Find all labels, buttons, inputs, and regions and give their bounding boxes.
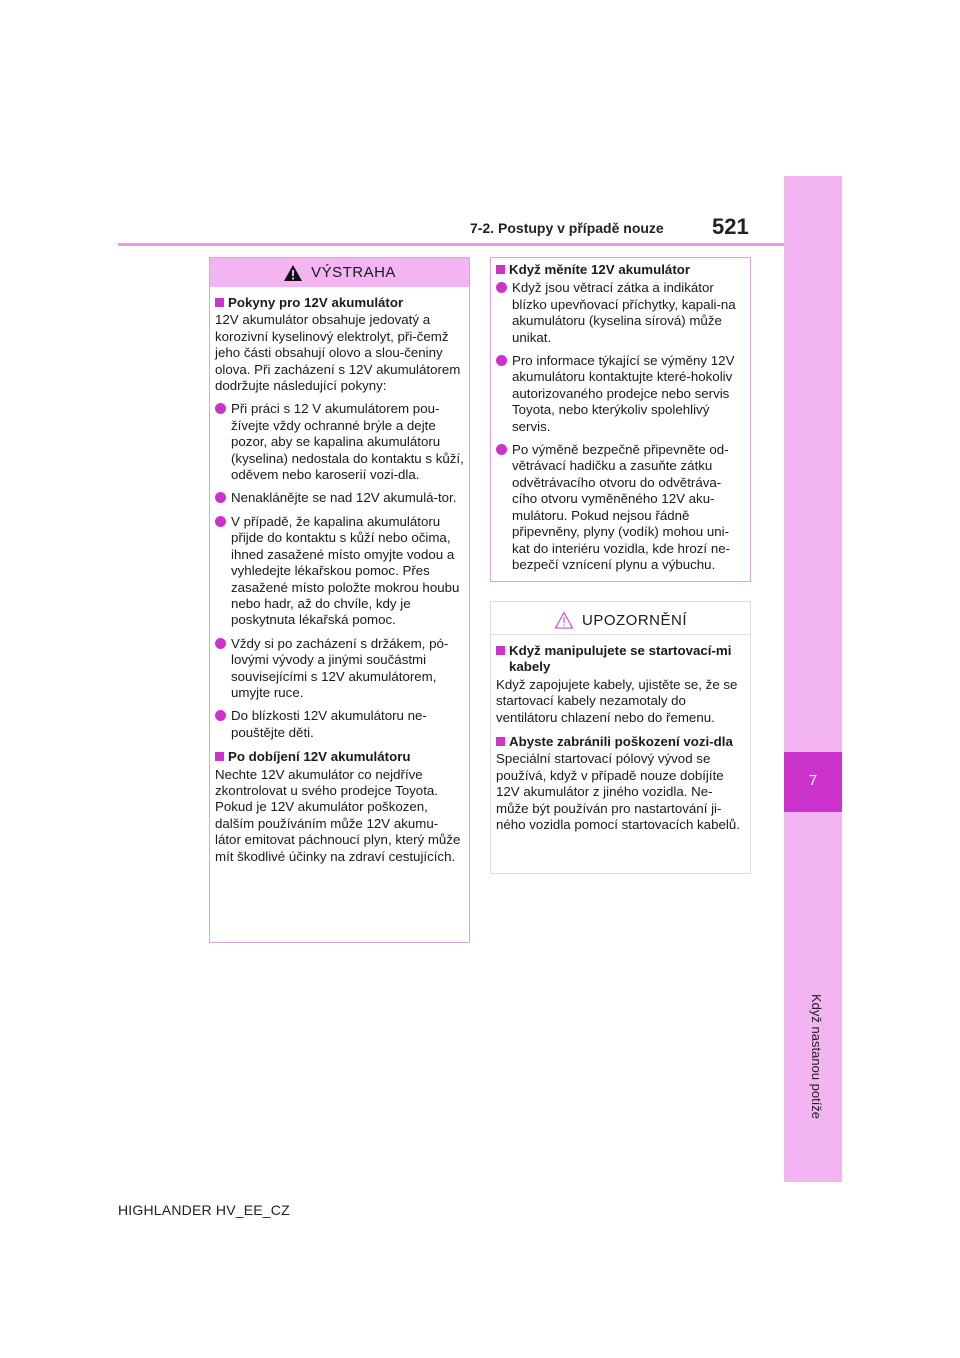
warning-title: VÝSTRAHA — [311, 264, 396, 281]
warning-box — [209, 257, 470, 943]
list-item: Vždy si po zacházení s držákem, pó-lovými vývody a jinými součástmi souvisejícími s 12V akumulátorem, umyjte ruce. — [215, 636, 464, 702]
chapter-side-tab — [784, 176, 842, 1182]
round-bullet-icon — [215, 638, 226, 649]
warning-header — [210, 258, 469, 287]
caution-triangle-icon — [554, 611, 574, 629]
square-bullet-icon — [496, 737, 505, 746]
round-bullet-icon — [215, 710, 226, 721]
round-bullet-icon — [215, 516, 226, 527]
notice-header — [491, 606, 750, 635]
paragraph: 12V akumulátor obsahuje jedovatý a korozivní kyselinový elektrolyt, při-čemž jeho části obsahují olovo a slou-čeniny olova. Při zacházení s 12V akumulátorem dodržujte následující pokyny: — [215, 312, 461, 394]
footer-model: HIGHLANDER HV_EE_CZ — [118, 1202, 290, 1218]
paragraph: Když zapojujete kabely, ujistěte se, že se startovací kabely nezamotaly do ventilátoru chlazení nebo do řemenu. — [496, 676, 738, 725]
square-bullet-icon — [215, 298, 224, 307]
paragraph: Speciální startovací pólový vývod se používá, když v případě nouze dobíjíte 12V akumulátor z jiného vozidla. Ne-může být používán pro nastartování ji-ného vozidla pomocí startovacích kabelů. — [496, 751, 740, 833]
round-bullet-icon — [215, 403, 226, 414]
list-item: Pro informace týkající se výměny 12V akumulátoru kontaktujte které-hokoliv autorizovaného prodejce nebo servis Toyota, nebo kterýkoliv spolehlivý servis. — [496, 353, 745, 435]
section-heading: Abyste zabránili poškození vozi-dla — [496, 734, 745, 750]
list-item: Nenaklánějte se nad 12V akumulá-tor. — [215, 490, 464, 506]
list-item: Při práci s 12 V akumulátorem pou-žívejte vždy ochranné brýle a dejte pozor, aby se kapalina akumulátoru (kyselina) nedostala do kontaktu s kůží, oděvem nebo karoserií vozi-dla. — [215, 401, 464, 483]
list-item: Do blízkosti 12V akumulátoru ne-pouštějte děti. — [215, 708, 464, 741]
warning-continued-content — [491, 258, 750, 573]
square-bullet-icon — [496, 265, 505, 274]
section-heading: Pokyny pro 12V akumulátor — [215, 295, 464, 311]
list-item: Když jsou větrací zátka a indikátor blízko upevňovací příchytky, kapali-na akumulátoru (kyselina sírová) může unikat. — [496, 280, 745, 346]
square-bullet-icon — [496, 646, 505, 655]
round-bullet-icon — [215, 492, 226, 503]
section-heading: Po dobíjení 12V akumulátoru — [215, 749, 464, 765]
warning-triangle-icon — [283, 264, 303, 282]
header-rule — [118, 243, 784, 246]
list-item: Po výměně bezpečně připevněte od-větrávací hadičku a zasuňte zátku odvětrávacího otvoru do odvětráva-cího otvoru vyměněného 12V aku-mulátoru. Pokud nejsou řádně připevněny, plyny (vodík) mohou uni-kat do interiéru vozidla, kde hrozí ne-bezpečí vznícení plynu a výbuchu. — [496, 442, 745, 573]
section-heading: Když manipulujete se startovací-mi kabely — [496, 643, 745, 676]
chapter-side-title: Když nastanou potíže — [809, 994, 824, 1120]
warning-continued-box — [490, 257, 751, 582]
page-number: 521 — [712, 214, 749, 239]
list-item: V případě, že kapalina akumulátoru přijde do kontaktu s kůží nebo očima, ihned zasažené místo omyjte vodou a vyhledejte lékařskou pomoc. Přes zasažené místo položte mokrou houbu nebo hadr, až do chvíle, kdy je poskytnuta lékařská pomoc. — [215, 514, 464, 629]
chapter-number: 7 — [808, 772, 818, 789]
notice-content — [491, 635, 750, 833]
round-bullet-icon — [496, 355, 507, 366]
round-bullet-icon — [496, 444, 507, 455]
paragraph: Nechte 12V akumulátor co nejdříve zkontrolovat u svého prodejce Toyota. Pokud je 12V akumulátor poškozen, dalším používáním může 12V akumu-látor emitovat páchnoucí plyn, který může mít škodlivé účinky na zdraví cestujících. — [215, 766, 461, 864]
square-bullet-icon — [215, 752, 224, 761]
section-heading: Když měníte 12V akumulátor — [496, 262, 745, 278]
round-bullet-icon — [496, 282, 507, 293]
section-title: 7-2. Postupy v případě nouze — [470, 220, 664, 236]
warning-content — [210, 287, 469, 865]
notice-title: UPOZORNĚNÍ — [581, 611, 687, 629]
notice-box — [490, 601, 751, 874]
